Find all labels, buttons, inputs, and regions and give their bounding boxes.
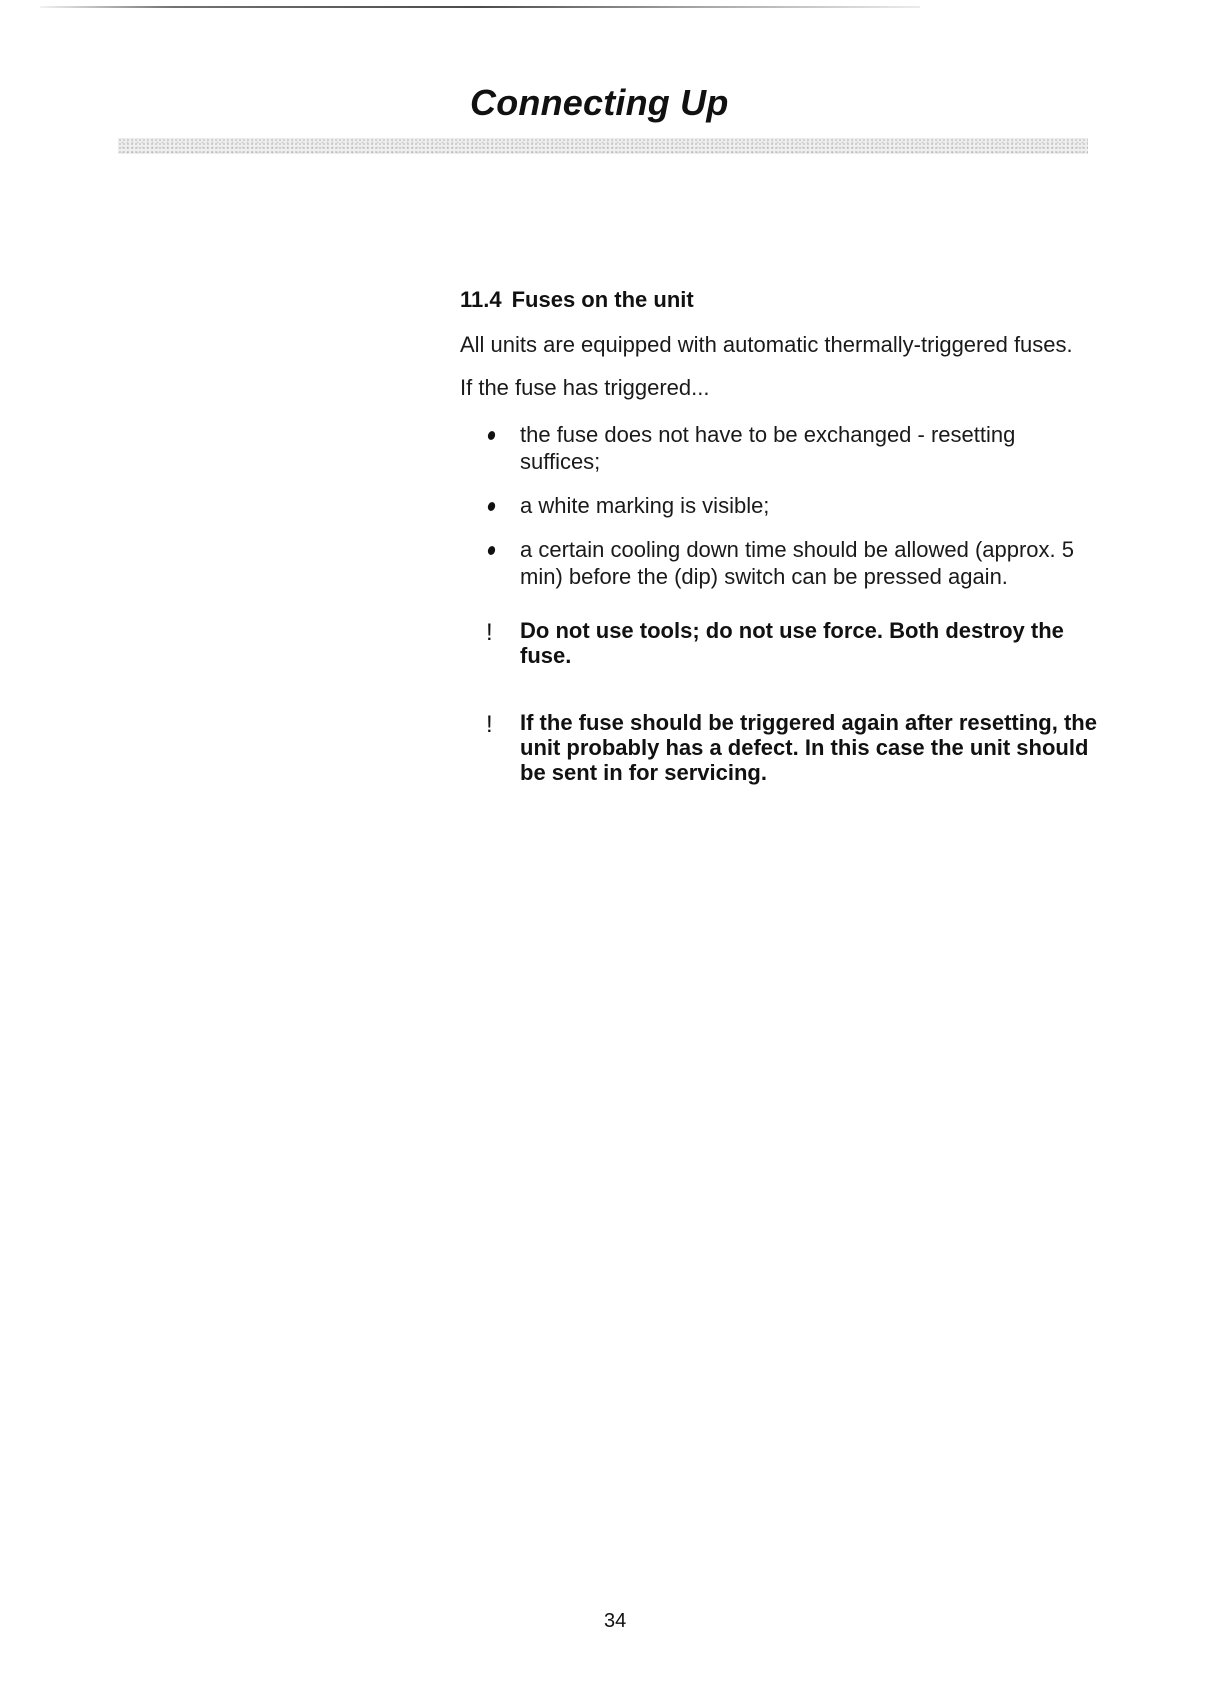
bullet-list <box>460 421 1100 590</box>
list-item <box>460 492 1100 519</box>
top-rule <box>40 6 920 8</box>
warning-note <box>460 710 1100 785</box>
section-number: 11.4 <box>460 287 502 312</box>
warning-text: If the fuse should be triggered again after resetting, the unit probably has a defect. In this case the unit should be sent in for servicing. <box>520 710 1097 785</box>
bullet-icon <box>487 545 497 556</box>
exclamation-icon: ! <box>486 711 493 738</box>
page-number: 34 <box>604 1610 627 1632</box>
section-heading <box>460 285 1100 315</box>
bullet-text: the fuse does not have to be exchanged - resetting suffices; <box>520 422 1016 474</box>
lead-in-paragraph: If the fuse has triggered... <box>460 375 710 400</box>
intro-paragraph: All units are equipped with automatic thermally-triggered fuses. <box>460 332 1073 357</box>
chapter-title: Connecting Up <box>470 82 729 123</box>
bullet-icon <box>487 501 497 512</box>
exclamation-icon: ! <box>486 619 493 646</box>
title-band <box>118 138 1088 154</box>
section-content <box>460 285 1100 785</box>
warning-text: Do not use tools; do not use force. Both destroy the fuse. <box>520 618 1064 668</box>
section-title: Fuses on the unit <box>511 287 694 312</box>
warning-note <box>460 618 1100 668</box>
bullet-icon <box>487 430 497 441</box>
list-item <box>460 536 1100 590</box>
bullet-text: a white marking is visible; <box>520 493 770 518</box>
list-item <box>460 421 1100 475</box>
bullet-text: a certain cooling down time should be allowed (approx. 5 min) before the (dip) switch can be pressed again. <box>520 537 1074 589</box>
